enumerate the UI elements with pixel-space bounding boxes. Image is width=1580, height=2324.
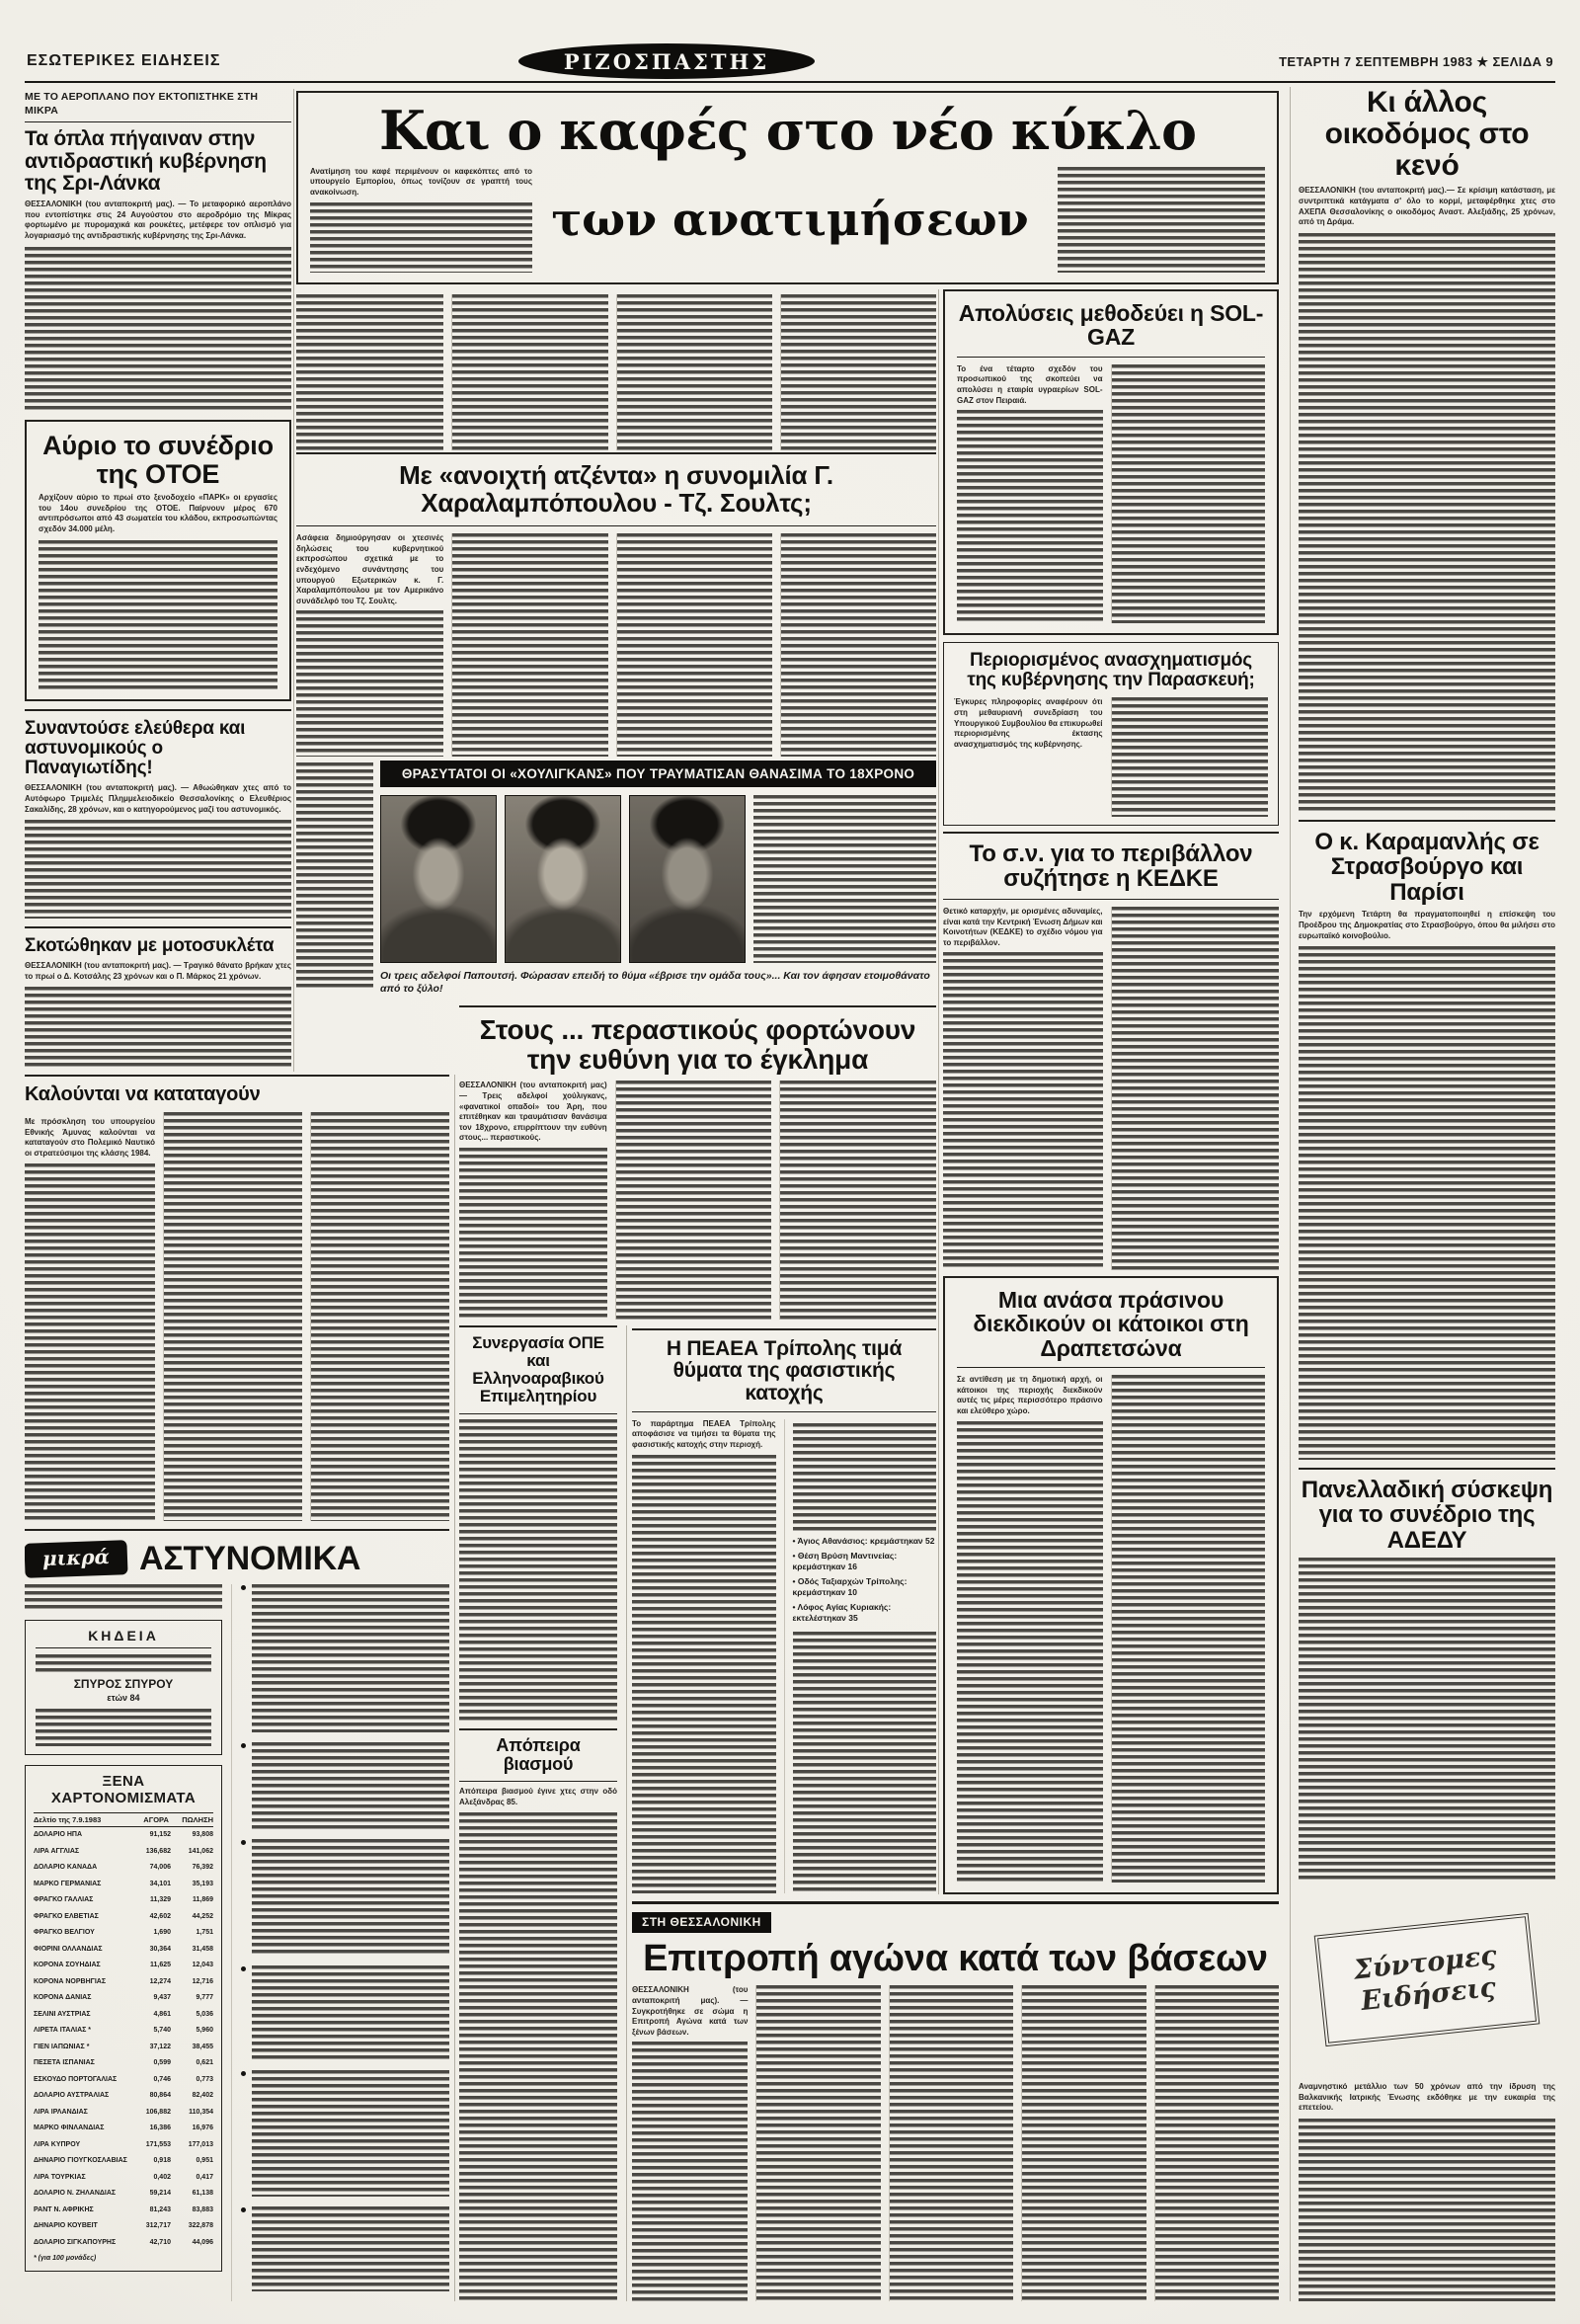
body-text (780, 533, 936, 757)
lead-paragraph: ΘΕΣΣΑΛΟΝΙΚΗ (του ανταποκριτή μας).— Σε κρίσιμη κατάσταση, με συντριπτικά κατάγματα σ' όλο το κορμί, μεταφέρθηκε χτες στο ΑΧΕΠΑ Θεσσαλονίκης ο οικοδόμος Αναστ. Αλεξιάδης, 25 χρόνων, από τη Δράμα. (1299, 186, 1555, 227)
body-column (957, 364, 1103, 623)
body-text (1111, 364, 1266, 623)
body-text (889, 1985, 1013, 2301)
section-label: ΕΣΩΤΕΡΙΚΕΣ ΕΙΔΗΣΕΙΣ (27, 52, 221, 69)
cell: 30,364 (149, 1945, 171, 1953)
deceased-name: ΣΠΥΡΟΣ ΣΠΥΡΟΥ (73, 1677, 174, 1692)
currency-column-headers (126, 1816, 213, 1824)
currency-row (34, 1942, 213, 1959)
memorial-item: • Άγιος Αθανάσιος: κρεμάστηκαν 52 (792, 1535, 935, 1546)
lead-paragraph: Το ένα τέταρτο σχεδόν του προσωπικού της σκοπεύει να απολύσει η εταιρία υγραερίων SOL-GAZ στον Πειραιά. (957, 363, 1103, 405)
mugshot-photo-3 (629, 795, 746, 963)
cell: ΔΟΛΑΡΙΟ ΣΙΓΚΑΠΟΥΡΗΣ (34, 2238, 117, 2246)
article-crime-blame (459, 1005, 936, 1320)
sell-column-header: ΠΩΛΗΣΗ (182, 1814, 213, 1824)
body-column (954, 697, 1103, 817)
currency-table-title: ΞΕΝΑ ΧΑΡΤΟΝΟΜΙΣΜΑΤΑ (50, 1773, 197, 1807)
headline: Τα όπλα πήγαιναν στην αντιδραστική κυβέρνηση της Σρι-Λάνκα (25, 127, 267, 195)
body-text (755, 1985, 880, 2301)
headline: Απολύσεις μεθοδεύει η SOL-GAZ (958, 300, 1264, 351)
headline: Συνεργασία ΟΠΕ και Ελληνοαραβικού Επιμελητηρίου (472, 1333, 604, 1406)
body-text (36, 1654, 211, 1672)
article-panagiotidis (25, 709, 291, 919)
lead-paragraph: ΘΕΣΣΑΛΟΝΙΚΗ (του ανταποκριτή μας). — Τραγικό θάνατο βρήκαν χτες το πρωί ο Δ. Κοτσάλης 23 χρόνων και ο Π. Μάρκος 21 χρόνων. (25, 961, 291, 981)
body-text (779, 1081, 936, 1320)
coffee-article-body (296, 294, 936, 450)
body-columns (957, 1375, 1265, 1883)
cell: 5,740 (153, 2027, 171, 2035)
body-text (616, 294, 772, 450)
lead-paragraph: Ανατίμηση του καφέ περιμένουν οι καφεκόπτες από το υπουργείο Εμπορίου, όπως τονίζουν σε γραπτή τους ανακοίνωση. (310, 166, 532, 197)
body-text (943, 952, 1103, 1270)
currency-row (34, 2186, 213, 2203)
currency-row (34, 2203, 213, 2219)
obituary-title: ΚΗΔΕΙΑ (36, 1629, 211, 1648)
body-columns (954, 697, 1268, 817)
body-text (163, 1112, 302, 1521)
cell: ΔΟΛΑΡΙΟ Ν. ΖΗΛΑΝΔΙΑΣ (34, 2190, 117, 2198)
body-text (616, 533, 772, 757)
cell: 0,599 (153, 2059, 171, 2067)
body-text (632, 2042, 748, 2301)
cell: 44,096 (192, 2238, 213, 2246)
body-column (459, 1081, 607, 1320)
cell: 141,062 (188, 1847, 213, 1855)
article-coffee-prices (296, 91, 1279, 284)
body-text (957, 1421, 1103, 1883)
cell: 35,193 (192, 1880, 213, 1887)
body-text (310, 1112, 449, 1521)
brief-item (241, 1584, 449, 1732)
body-column (957, 1375, 1103, 1883)
police-briefs-header (25, 1529, 449, 1576)
body-text (1021, 1985, 1146, 2301)
lead-paragraph: Αρχίζουν αύριο το πρωί στο ξενοδοχείο «ΠΑΡΚ» οι εργασίες του 14ου συνεδρίου της ΟΤΟΕ. Παίρνουν μέρος 670 αντιπρόσωποι από 43 σωματεία του κλάδου, εκπροσωπώντας σχεδόν 34.000 μέλη. (39, 493, 277, 534)
headline: Κι άλλος οικοδόμος στο κενό (1324, 87, 1530, 182)
cell: 312,717 (145, 2222, 171, 2230)
currency-row (34, 1827, 213, 1844)
currency-row (34, 1892, 213, 1909)
cell: 83,883 (192, 2205, 213, 2213)
body-columns (943, 907, 1279, 1270)
police-right-column (231, 1584, 449, 2301)
cell: 76,392 (192, 1864, 213, 1872)
currency-row (34, 2153, 213, 2170)
lead-paragraph: Με πρόσκληση του υπουργείου Εθνικής Άμυνας καλούνται να καταταγούν στο Πολεμικό Ναυτικό οι στρατεύσιμοι της κλάσης 1984. (25, 1117, 155, 1159)
column-rule (454, 1075, 455, 2301)
body-text (252, 2206, 449, 2291)
article-shultz-talks (296, 452, 936, 757)
cell: ΦΙΟΡΙΝΙ ΟΛΛΑΝΔΙΑΣ (34, 1945, 103, 1953)
headline: Το σ.ν. για το περιβάλλον συζήτησε η ΚΕΔΚΕ (969, 841, 1253, 893)
body-text (1299, 233, 1555, 813)
headline: Η ΠΕΑΕΑ Τρίπολης τιμά θύματα της φασιστικής κατοχής (666, 1337, 903, 1404)
headline-block (459, 1728, 617, 1782)
body-text (39, 540, 277, 689)
memorial-item: • Λόφος Αγίας Κυριακής: εκτελέστηκαν 35 (792, 1601, 892, 1624)
mikra-script-label: μικρά (25, 1540, 128, 1578)
body-text (1299, 2119, 1555, 2301)
photo-banner: ΘΡΑΣΥΤΑΤΟΙ ΟΙ «ΧΟΥΛΙΓΚΑΝΣ» ΠΟΥ ΤΡΑΥΜΑΤΙΣΑΝ ΘΑΝΑΣΙΜΑ ΤΟ 18ΧΡΟΝΟ (380, 761, 936, 787)
article-kedke-environment (943, 832, 1279, 1270)
currency-row (34, 2170, 213, 2187)
body-text (25, 247, 291, 412)
cell: 16,976 (192, 2124, 213, 2132)
body-text (252, 1742, 449, 1829)
buy-column-header: ΑΓΟΡΑ (143, 1814, 169, 1824)
deceased-age: ετών 84 (107, 1693, 140, 1704)
cell: ΓΙΕΝ ΙΑΠΩΝΙΑΣ * (34, 2043, 90, 2050)
article-peaea-tripolis (632, 1328, 936, 1893)
currency-table-subheader (34, 1812, 213, 1828)
brief-item (241, 2070, 449, 2197)
body-text (1111, 1375, 1266, 1883)
cell: 16,386 (149, 2124, 171, 2132)
body-columns (25, 1112, 449, 1521)
column-rule (293, 89, 294, 1072)
body-text (632, 1455, 776, 1893)
divider (957, 1367, 1265, 1368)
headline-block (296, 452, 936, 526)
article-otoe-congress (25, 420, 291, 701)
headline: Σκοτώθηκαν με μοτοσυκλέτα (25, 935, 275, 956)
body-text (1111, 907, 1280, 1270)
article-solgaz-layoffs (943, 289, 1279, 635)
currency-row (34, 1844, 213, 1861)
cell: 11,329 (149, 1896, 171, 1904)
cell: ΔΟΛΑΡΙΟ ΚΑΝΑΔΑ (34, 1864, 98, 1872)
currency-row (34, 2072, 213, 2089)
lead-paragraph: Την ερχόμενη Τετάρτη θα πραγματοποιηθεί η επίσκεψη του Προέδρου της Δημοκρατίας στο Στρασβούργο, όπου θα μιλήσει στο ευρωπαϊκό κοινοβούλιο. (1299, 910, 1555, 940)
cell: ΔΗΝΑΡΙΟ ΚΟΥΒΕΙΤ (34, 2222, 98, 2230)
body-text (25, 1584, 222, 1610)
lead-paragraph: ΘΕΣΣΑΛΟΝΙΚΗ (του ανταποκριτή μας). — Το μεταφορικό αεροπλάνο που εντοπίστηκε στις 24 Αυγούστου στο αεροδρόμιο της Μίκρας φορτωμένο με πυρομαχικά και ρουκέτες, μετέφερε τον οπλισμό για λογαριασμό της αντιδραστικής κυβέρνησης της Σρι-Λάνκα. (25, 200, 291, 240)
body-column (943, 907, 1103, 1270)
body-text (459, 1148, 607, 1320)
headline: Συναντούσε ελεύθερα και αστυνομικούς ο Παναγιωτίδης! (25, 718, 246, 779)
article-ope-cooperation (459, 1325, 617, 1721)
currency-row (34, 1974, 213, 1991)
divider (943, 899, 1279, 900)
main-headline-line2: των ανατιμήσεων (551, 193, 1029, 247)
currency-row (34, 2088, 213, 2105)
location-tag: ΣΤΗ ΘΕΣΣΑΛΟΝΙΚΗ (632, 1912, 771, 1933)
cell: 106,882 (145, 2108, 171, 2116)
brief-news-stamp: Σύντομες Ειδήσεις (1314, 1913, 1540, 2046)
article-karamanlis-trip (1299, 820, 1555, 1460)
headline-row (310, 167, 1265, 273)
cell: 37,122 (149, 2043, 171, 2050)
cell: 12,043 (192, 1962, 213, 1969)
photo-caption: Οι τρεις αδελφοί Παπουτσή. Φώρασαν επειδή το θύμα «έβρισε την ομάδα τους»... Και τον άφησαν ετοιμοθάνατο από το ξύλο! (380, 970, 930, 996)
headline: Πανελλαδική σύσκεψη για το συνέδριο της ΑΔΕΔΥ (1301, 1477, 1553, 1554)
headline: Περιορισμένος ανασχηματισμός της κυβέρνησης την Παρασκευή; (967, 650, 1255, 691)
headline: Καλούνται να καταταγούν (25, 1083, 261, 1105)
cell: ΛΙΡΑ ΤΟΥΡΚΙΑΣ (34, 2173, 86, 2181)
cell: ΜΑΡΚΟ ΓΕΡΜΑΝΙΑΣ (34, 1880, 102, 1887)
body-text (25, 987, 291, 1070)
column-rule (1290, 87, 1291, 2301)
body-text (252, 1965, 449, 2060)
cell: ΣΕΛΙΝΙ ΑΥΣΤΡΙΑΣ (34, 2010, 91, 2018)
currency-row (34, 2235, 213, 2252)
mugshot-photo-1 (380, 795, 497, 963)
currency-footnote: * (για 100 μονάδες) (34, 2255, 97, 2263)
police-columns (25, 1584, 449, 2301)
currency-row (34, 2121, 213, 2137)
body-text (793, 1632, 937, 1893)
body-text (957, 410, 1103, 623)
cell: 110,354 (189, 2108, 213, 2116)
currency-bulletin-date: Δελτίο της 7.9.1983 (34, 1814, 102, 1824)
body-text (615, 1081, 772, 1320)
cell: 42,710 (149, 2238, 171, 2246)
cell: 1,690 (153, 1929, 171, 1937)
article-anti-bases-committee (632, 1901, 1279, 2301)
cell: 80,864 (149, 2092, 171, 2100)
currency-row (34, 1909, 213, 1926)
column-rule (938, 289, 939, 1894)
headline: Στους ... περαστικούς φορτώνουν την ευθύνη για το έγκλημα (479, 1014, 916, 1075)
mugshot-photo-2 (505, 795, 621, 963)
article-medal-brief (1299, 2082, 1555, 2301)
currency-table (25, 1765, 222, 2272)
article-drapetsona-green (943, 1276, 1279, 1894)
body-text (1058, 167, 1265, 273)
body-text (25, 1163, 155, 1521)
date-page-label: ΤΕΤΑΡΤΗ 7 ΣΕΠΤΕΜΒΡΗ 1983 ★ ΣΕΛΙΔΑ 9 (1279, 54, 1553, 69)
lead-paragraph: Έγκυρες πληροφορίες αναφέρουν ότι στη μεθαυριανή συνεδρίαση του Υπουργικού Συμβουλίου θα επικυρωθεί περιορισμένης έκτασης ανασχηματισμός της κυβέρνησης. (954, 697, 1103, 749)
lead-paragraph: ΘΕΣΣΑΛΟΝΙΚΗ (του ανταποκριτή μας). — Συγκροτήθηκε σε σώμα η Επιτροπή Αγώνα κατά των ξένων βάσεων. (632, 1985, 749, 2037)
article-conscription (25, 1075, 449, 1521)
currency-row (34, 1958, 213, 1974)
cell: 177,013 (188, 2140, 213, 2148)
lead-paragraph: ΘΕΣΣΑΛΟΝΙΚΗ (του ανταποκριτή μας). — Αθωώθηκαν χτες από το Αυτόφωρο Τριμελές Πλημμελειοδικείο Θεσσαλονίκης ο Ελευθέριος Σακαλίδης, 28 χρόνων, και ο κατηγορούμενος μαζί του αστυνομικός. (25, 783, 291, 814)
cell: 34,101 (149, 1880, 171, 1887)
headline: Αύριο το συνέδριο της ΟΤΟΕ (42, 431, 274, 489)
cell: 31,458 (192, 1945, 213, 1953)
obituary-box (25, 1620, 222, 1755)
body-text (451, 294, 607, 450)
currency-row (34, 2218, 213, 2235)
kicker: ΜΕ ΤΟ ΑΕΡΟΠΛΑΝΟ ΠΟΥ ΕΚΤΟΠΙΣΤΗΚΕ ΣΤΗ ΜΙΚΡΑ (25, 91, 291, 122)
cell: 12,274 (149, 1977, 171, 1985)
lead-paragraph: Απόπειρα βιασμού έγινε χτες στην οδό Αλεξάνδρας 85. (459, 1787, 617, 1806)
cell: ΔΟΛΑΡΙΟ ΗΠΑ (34, 1831, 82, 1839)
cell: ΦΡΑΓΚΟ ΒΕΛΓΙΟΥ (34, 1929, 95, 1937)
cell: 93,808 (192, 1831, 213, 1839)
cell: 5,960 (196, 2027, 213, 2035)
body-text (252, 1584, 449, 1732)
memorial-list (793, 1532, 937, 1628)
article-cabinet-reshuffle (943, 642, 1279, 826)
body-text (753, 795, 936, 963)
body-column (784, 1419, 937, 1893)
body-text (296, 762, 373, 990)
brief-item (241, 1839, 449, 1956)
column-rule (626, 1325, 627, 2301)
body-text (296, 294, 443, 450)
cell: 322,878 (188, 2222, 213, 2230)
currency-row (34, 2055, 213, 2072)
cell: 0,417 (196, 2173, 213, 2181)
brief-item (241, 1742, 449, 1829)
cell: ΛΙΡΑ ΙΡΛΑΝΔΙΑΣ (34, 2108, 88, 2116)
currency-row (34, 2007, 213, 2024)
body-columns (296, 294, 936, 450)
body-text (793, 1423, 937, 1532)
body-text (1154, 1985, 1279, 2301)
article-adedy-congress (1299, 1468, 1555, 1883)
cell: 44,252 (192, 1912, 213, 1920)
cell: 12,716 (192, 1977, 213, 1985)
article-builder-fall (1299, 87, 1555, 813)
body-text (1299, 946, 1555, 1460)
headline-block (459, 1325, 617, 1414)
cell: 11,869 (192, 1896, 213, 1904)
article-rape-attempt (459, 1728, 617, 2301)
currency-row (34, 2040, 213, 2056)
cell: ΔΟΛΑΡΙΟ ΑΥΣΤΡΑΛΙΑΣ (34, 2092, 110, 2100)
lead-paragraph: Θετικό καταρχήν, με ορισμένες αδυναμίες, είναι κατά την Κεντρική Ένωση Δήμων και Κοινοτήτων (ΚΕΔΚΕ) το σχέδιο νόμου για το περιβάλλον. (943, 906, 1103, 947)
cell: 0,402 (153, 2173, 171, 2181)
body-column (632, 1419, 776, 1893)
body-column (25, 1112, 155, 1521)
lead-paragraph: Ασάφεια δημιούργησαν οι χτεσινές δηλώσεις του κυβερνητικού εκπροσώπου σχετικά με το ενδεχόμενο συνάντησης του υπουργού Εξωτερικών κ. Γ. Χαραλαμπόπουλου με τον Αμερικάνο συνάδελφό του Τζ. Σουλτς. (296, 533, 444, 605)
brief-item (241, 1965, 449, 2060)
body-text (252, 2070, 449, 2197)
body-columns (957, 364, 1265, 623)
currency-row (34, 2023, 213, 2040)
body-text (25, 820, 291, 919)
lead-paragraph: Σε αντίθεση με τη δημοτική αρχή, οι κάτοικοι της περιοχής διεκδικούν αυτές τις μέρες περισσότερο πράσινο και ελεύθερο χώρο. (957, 1375, 1103, 1415)
headline: Ο κ. Καραμανλής σε Στρασβούργο και Παρίσι (1314, 829, 1540, 906)
body-columns (632, 1419, 936, 1893)
lead-paragraph: Αναμνηστικό μετάλλιο των 50 χρόνων από την ίδρυση της Βαλκανικής Ιατρικής Ένωσης εκδόθηκε με την ευκαιρία της επετείου. (1299, 2082, 1555, 2113)
masthead-title: ΡΙΖΟΣΠΑΣΤΗΣ (563, 48, 770, 74)
cell: 42,602 (149, 1912, 171, 1920)
cell: 91,152 (149, 1831, 171, 1839)
cell: 38,455 (192, 2043, 213, 2050)
cell: ΦΡΑΓΚΟ ΓΑΛΛΙΑΣ (34, 1896, 94, 1904)
cell: ΛΙΡΑ ΚΥΠΡΟΥ (34, 2140, 81, 2148)
body-text (459, 1812, 617, 2301)
cell: ΕΣΚΟΥΔΟ ΠΟΡΤΟΓΑΛΙΑΣ (34, 2075, 118, 2083)
currency-row (34, 1860, 213, 1877)
body-columns (296, 533, 936, 757)
memorial-item: • Οδός Ταξιαρχών Τρίπολης: κρεμάστηκαν 10 (792, 1575, 908, 1597)
cell: ΚΟΡΟΝΑ ΔΑΝΙΑΣ (34, 1994, 92, 2002)
body-column (296, 533, 443, 757)
currency-row (34, 1925, 213, 1942)
currency-row (34, 2105, 213, 2122)
currency-row (34, 1877, 213, 1893)
cell: 11,625 (149, 1962, 171, 1969)
body-column (632, 1985, 748, 2301)
cell: 82,402 (192, 2092, 213, 2100)
body-text (459, 1419, 617, 1721)
police-briefs-title: ΑΣΤΥΝΟΜΙΚΑ (139, 1540, 361, 1577)
article-motorcycle-deaths (25, 926, 291, 1070)
lead-paragraph: ΘΕΣΣΑΛΟΝΙΚΗ (του ανταποκριτή μας) — Τρεις αδελφοί χούλιγκανς, «φανατικοί οπαδοί» του Άρη, που επιτέθηκαν και τραυμάτισαν θανάσιμα τον 18χρονο, επιρρίπτουν την ευθύνη στους... περαστικούς. (459, 1081, 607, 1143)
body-text (1299, 1558, 1555, 1883)
cell: 5,036 (196, 2010, 213, 2018)
cell: 74,006 (149, 1864, 171, 1872)
body-text (252, 1839, 449, 1956)
cell: ΚΟΡΟΝΑ ΝΟΡΒΗΓΙΑΣ (34, 1977, 107, 1985)
article-hooligans-photos (380, 761, 936, 996)
memorial-item: • Θέση Βρύση Μαντινείας: κρεμάστηκαν 16 (792, 1550, 898, 1571)
police-left-column (25, 1584, 222, 2301)
cell: 0,621 (196, 2059, 213, 2067)
cell: ΡΑΝΤ Ν. ΑΦΡΙΚΗΣ (34, 2205, 94, 2213)
cell: 61,138 (192, 2190, 213, 2198)
divider (632, 1411, 936, 1412)
cell: 4,861 (153, 2010, 171, 2018)
brief-item (241, 2206, 449, 2291)
cell: 0,918 (153, 2157, 171, 2165)
cell: 9,777 (196, 1994, 213, 2002)
body-columns (459, 1081, 936, 1320)
cell: 81,243 (149, 2205, 171, 2213)
page-header (25, 47, 1555, 83)
cell: 0,951 (196, 2157, 213, 2165)
cell: ΛΙΡΑ ΑΓΓΛΙΑΣ (34, 1847, 80, 1855)
body-text (296, 610, 443, 757)
cell: ΜΑΡΚΟ ΦΙΝΛΑΝΔΙΑΣ (34, 2124, 105, 2132)
cell: ΠΕΣΕΤΑ ΙΣΠΑΝΙΑΣ (34, 2059, 95, 2067)
cell: 1,751 (196, 1929, 213, 1937)
headline: Μια ανάσα πράσινου διεκδικούν οι κάτοικοι στη Δραπετσώνα (973, 1287, 1249, 1361)
headline: Επιτροπή αγώνα κατά των βάσεων (643, 1938, 1268, 1979)
cell: 136,682 (145, 1847, 171, 1855)
headline: Απόπειρα βιασμού (496, 1735, 581, 1775)
main-headline-line1: Και ο καφές στο νέο κύκλο (378, 99, 1196, 162)
article-sri-lanka-arms (25, 91, 291, 412)
intro-column (310, 167, 532, 273)
body-text (451, 533, 607, 757)
cell: ΔΗΝΑΡΙΟ ΓΙΟΥΓΚΟΣΛΑΒΙΑΣ (34, 2157, 127, 2165)
cell: 171,553 (145, 2140, 171, 2148)
divider (957, 357, 1265, 358)
cell: 9,437 (153, 1994, 171, 2002)
cell: ΛΙΡΕΤΑ ΙΤΑΛΙΑΣ * (34, 2027, 92, 2035)
section-police-briefs (25, 1529, 449, 2301)
body-text (310, 202, 532, 273)
body-text (36, 1709, 211, 1746)
body-text (780, 294, 936, 450)
body-columns (632, 1985, 1279, 2301)
currency-row (34, 2137, 213, 2154)
lead-paragraph: Το παράρτημα ΠΕΑΕΑ Τρίπολης αποφάσισε να τιμήσει τα θύματα της φασιστικής κατοχής στην περιοχή. (632, 1418, 776, 1449)
cell: 59,214 (149, 2190, 171, 2198)
currency-rows (34, 1827, 213, 2251)
mugshot-row (380, 795, 936, 963)
headline: Με «ανοιχτή ατζέντα» η συνομιλία Γ. Χαραλαμπόπουλου - Τζ. Σουλτς; (399, 460, 833, 518)
cell: ΦΡΑΓΚΟ ΕΛΒΕΤΙΑΣ (34, 1912, 99, 1920)
currency-row (34, 1990, 213, 2007)
cell: ΚΟΡΟΝΑ ΣΟΥΗΔΙΑΣ (34, 1962, 101, 1969)
masthead-badge (518, 43, 815, 79)
cell: 0,746 (153, 2075, 171, 2083)
body-text (1111, 697, 1269, 817)
cell: 0,773 (196, 2075, 213, 2083)
